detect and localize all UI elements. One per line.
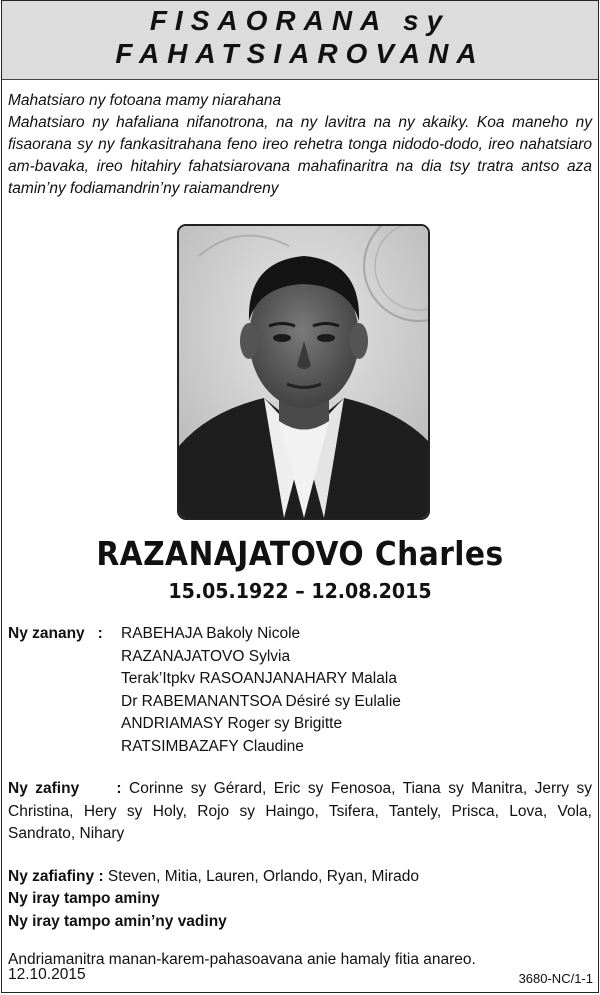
great-grandchildren-block xyxy=(8,866,592,889)
great-grandchildren-list: Steven, Mitia, Lauren, Orlando, Ryan, Mirado xyxy=(107,867,419,885)
list-item: ANDRIAMASY Roger sy Brigitte xyxy=(121,715,343,732)
family-section xyxy=(2,623,598,933)
list-item: RABEHAJA Bakoly Nicole xyxy=(121,625,301,642)
children-list xyxy=(121,623,401,758)
header-title-line1: FISAORANA sy xyxy=(149,5,451,36)
closing-blessing: Andriamanitra manan-karem-pahasoavana anie hamaly fitia anareo. xyxy=(8,951,476,968)
life-dates: 15.05.1922 – 12.08.2015 xyxy=(168,579,432,603)
intro-paragraph: Mahatsiaro ny hafaliana nifanotrona, na ny lavitra na ny akaiky. Koa maneho ny fisaorana sy ny fankasitrahana feno ireo rehetra tonga nidodo-dodo, ireo nahatsiaro am-bavaka, ireo hitahiry fahatsiarovana mahafinaritra na dia tsy tratra antso aza tamin’ny fodiamandrin’ny raiamandreny xyxy=(8,114,592,197)
children-block xyxy=(8,623,592,758)
grandchildren-label: Ny zafiny : xyxy=(8,780,130,797)
list-item: RAZANAJATOVO Sylvia xyxy=(121,647,291,665)
intro-line: Mahatsiaro ny fotoana mamy niarahana xyxy=(8,92,282,109)
siblings-line: Ny iray tampo aminy xyxy=(8,890,160,907)
grandchildren-list: Corinne sy Gérard, Eric sy Fenosoa, Tiana sy Manitra, Jerry sy Christina, Hery sy Holy, Rojo sy Haingo, Tsifera, Tantely, Prisca, Lova, Vola, Sandrato, Nihary xyxy=(8,780,592,842)
list-item: Terak’Itpkv RASOANJANAHARY Malala xyxy=(121,670,397,687)
header-title-line2: FAHATSIAROVANA xyxy=(115,38,485,69)
intro-text xyxy=(2,80,598,200)
spouse-siblings-line: Ny iray tampo amin’ny vadiny xyxy=(8,912,227,930)
list-item: Dr RABEMANANTSOA Désiré sy Eulalie xyxy=(121,692,401,710)
deceased-name: RAZANAJATOVO Charles xyxy=(96,534,504,573)
great-grandchildren-label: Ny zafiafiny : xyxy=(8,867,108,885)
portrait-image xyxy=(179,226,428,518)
notice-date: 12.10.2015 xyxy=(8,966,86,983)
children-label: Ny zanany : xyxy=(8,625,108,642)
notice-header xyxy=(2,1,598,80)
reference-code: 3680-NC/1-1 xyxy=(518,971,593,986)
portrait-photo xyxy=(177,224,430,520)
grandchildren-block xyxy=(8,778,592,846)
obituary-notice xyxy=(1,0,599,993)
list-item: RATSIMBAZAFY Claudine xyxy=(121,737,304,755)
